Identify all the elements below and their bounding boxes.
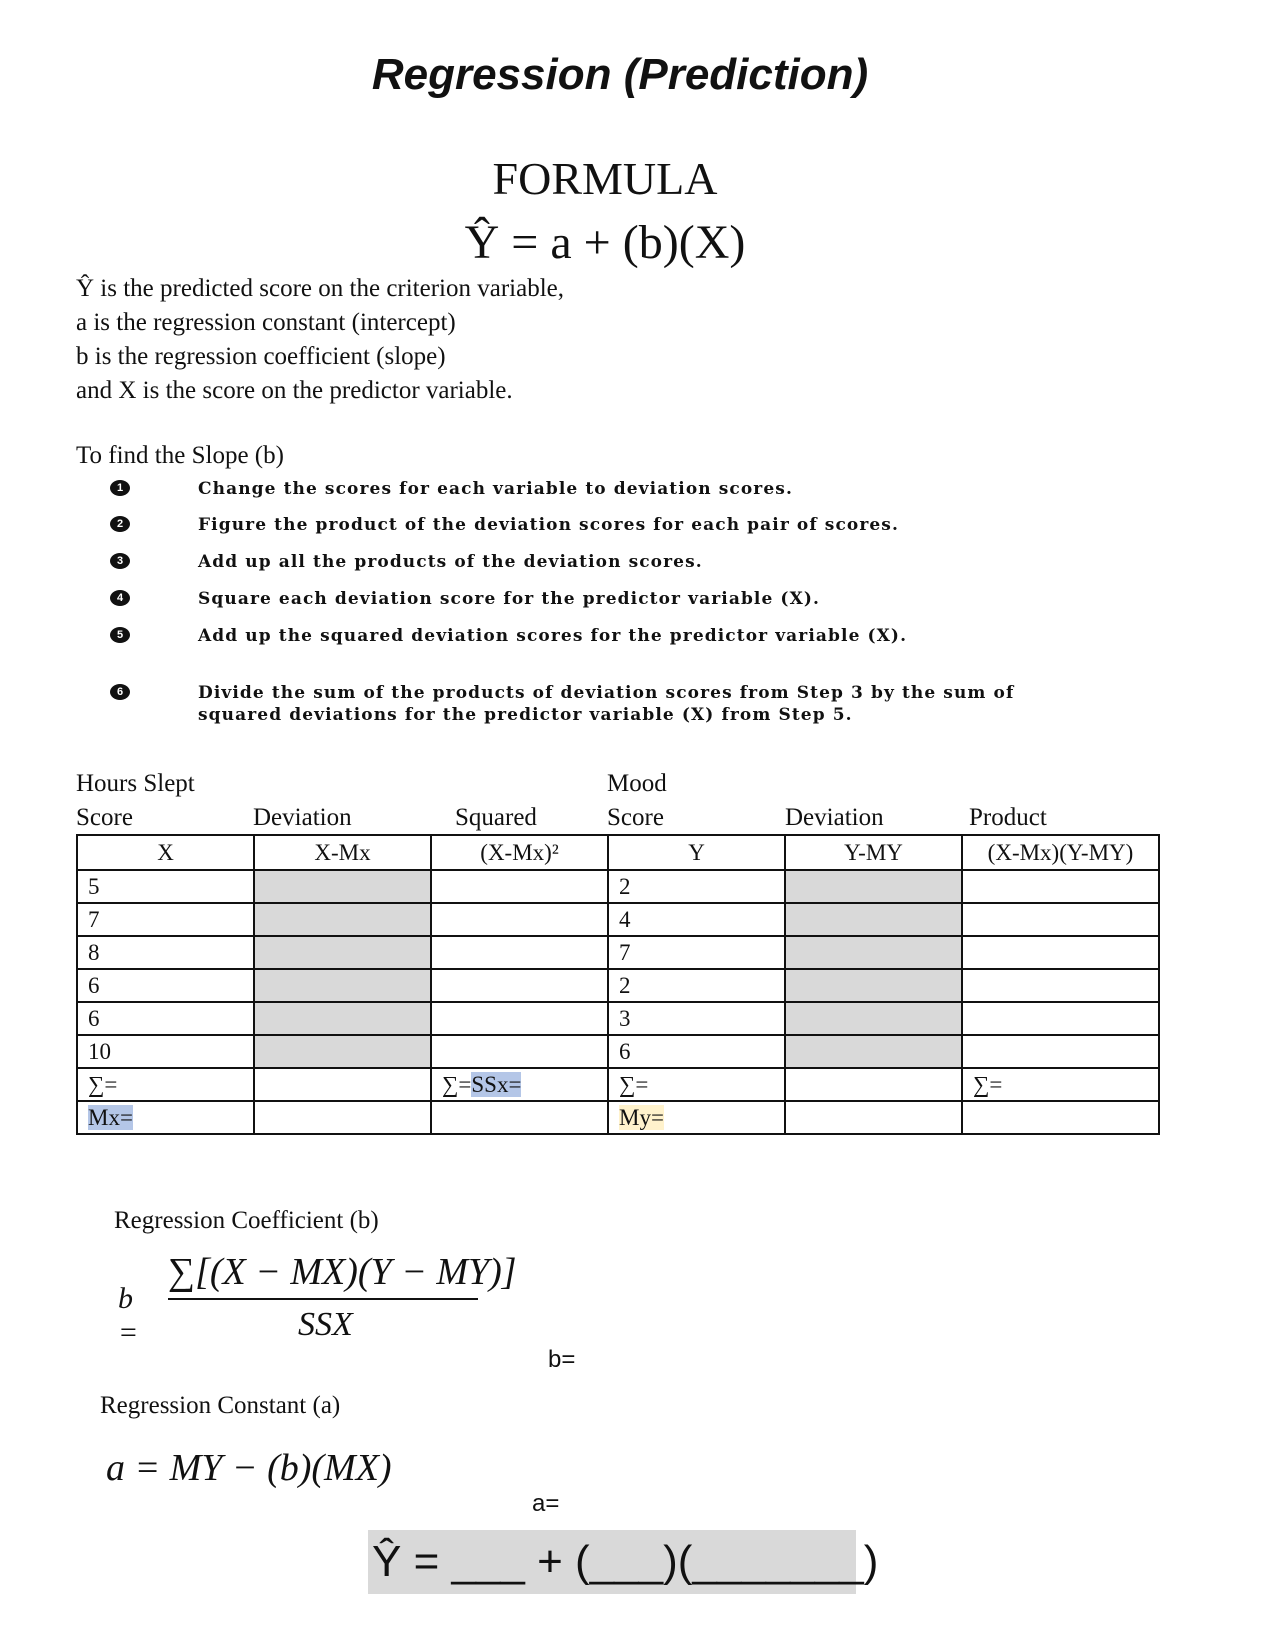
x-cell: 10 — [77, 1035, 254, 1068]
step-text: Divide the sum of the products of deviation scores from Step 3 by the sum of squared deviations for the predictor variable (X) from Step 5. — [198, 683, 1015, 725]
table-row — [77, 1002, 1159, 1035]
slope-heading: To find the Slope (b) — [76, 442, 284, 469]
ss-x-sum-symbol: ∑= — [442, 1071, 472, 1097]
y-cell: 2 — [608, 870, 785, 903]
slope-formula-denominator: SSX — [298, 1306, 353, 1343]
regression-worksheet-table — [76, 834, 1160, 1135]
x-mean-cell[interactable] — [77, 1101, 254, 1134]
y-deviation-cell[interactable] — [785, 1035, 962, 1068]
squared-cell[interactable] — [431, 903, 608, 936]
formula-heading: FORMULA — [492, 153, 718, 204]
table-row — [77, 969, 1159, 1002]
x-deviation-sum-cell[interactable] — [254, 1068, 431, 1101]
x-deviation-cell[interactable] — [254, 936, 431, 969]
x-mean-label: Mx= — [88, 1104, 133, 1130]
y-mean-label: My= — [619, 1104, 664, 1130]
y-deviation-cell[interactable] — [785, 1002, 962, 1035]
column-label-squared: Squared — [455, 804, 537, 831]
final-prediction-equation[interactable]: Ŷ = ___ + (___)(_______) — [368, 1530, 856, 1594]
y-cell: 2 — [608, 969, 785, 1002]
mean-empty-cell[interactable] — [785, 1101, 962, 1134]
product-cell[interactable] — [962, 1002, 1159, 1035]
intercept-formula: a = MY − (b)(MX) — [106, 1447, 392, 1489]
squared-cell[interactable] — [431, 936, 608, 969]
regression-constant-heading: Regression Constant (a) — [100, 1392, 341, 1419]
squared-cell[interactable] — [431, 969, 608, 1002]
step-text: Add up all the products of the deviation scores. — [198, 552, 703, 572]
slope-formula-numerator: ∑[(X − MX)(Y − MY)] — [168, 1251, 517, 1293]
group-label-hours-slept: Hours Slept — [76, 770, 195, 797]
product-cell[interactable] — [962, 969, 1159, 1002]
mean-empty-cell[interactable] — [962, 1101, 1159, 1134]
step-text: Change the scores for each variable to deviation scores. — [198, 479, 793, 499]
table-row — [77, 1035, 1159, 1068]
table-header-row — [77, 835, 1159, 870]
step-number-icon: 5 — [110, 627, 130, 643]
x-deviation-cell[interactable] — [254, 870, 431, 903]
product-cell[interactable] — [962, 903, 1159, 936]
product-cell[interactable] — [962, 936, 1159, 969]
column-label-x-deviation: Deviation — [253, 804, 352, 831]
definition-x: and X is the score on the predictor variable. — [76, 377, 513, 404]
x-sum-label: ∑= — [88, 1071, 118, 1097]
fraction-bar — [168, 1298, 478, 1300]
header-squared: (X-Mx)² — [431, 835, 608, 870]
column-label-x-score: Score — [76, 804, 133, 831]
x-cell: 6 — [77, 1002, 254, 1035]
definition-a: a is the regression constant (intercept) — [76, 309, 456, 336]
sum-row — [77, 1068, 1159, 1101]
slope-formula-lhs: b = — [118, 1282, 139, 1349]
column-label-y-deviation: Deviation — [785, 804, 884, 831]
y-deviation-cell[interactable] — [785, 936, 962, 969]
product-cell[interactable] — [962, 1035, 1159, 1068]
header-x-deviation: X-Mx — [254, 835, 431, 870]
slope-answer-field[interactable]: b= — [548, 1346, 576, 1373]
column-label-product: Product — [969, 804, 1047, 831]
step-number-icon: 6 — [110, 684, 130, 700]
table-row — [77, 903, 1159, 936]
x-cell: 7 — [77, 903, 254, 936]
x-deviation-cell[interactable] — [254, 1035, 431, 1068]
mean-empty-cell[interactable] — [431, 1101, 608, 1134]
x-cell: 5 — [77, 870, 254, 903]
step-text: Square each deviation score for the predictor variable (X). — [198, 589, 821, 609]
step-text: Figure the product of the deviation scores for each pair of scores. — [198, 515, 899, 535]
step-number-icon: 4 — [110, 590, 130, 606]
y-mean-cell[interactable] — [608, 1101, 785, 1134]
x-deviation-cell[interactable] — [254, 903, 431, 936]
y-deviation-cell[interactable] — [785, 903, 962, 936]
y-cell: 3 — [608, 1002, 785, 1035]
x-deviation-cell[interactable] — [254, 1002, 431, 1035]
step-number-icon: 2 — [110, 516, 130, 532]
y-cell: 7 — [608, 936, 785, 969]
column-label-y-score: Score — [607, 804, 664, 831]
ss-x-cell[interactable] — [431, 1068, 608, 1101]
group-label-mood: Mood — [607, 770, 667, 797]
header-x: X — [77, 835, 254, 870]
intercept-answer-field[interactable]: a= — [532, 1490, 560, 1517]
definition-y-hat: Ŷ is the predicted score on the criterion variable, — [76, 275, 565, 302]
x-cell: 6 — [77, 969, 254, 1002]
squared-cell[interactable] — [431, 1002, 608, 1035]
y-deviation-cell[interactable] — [785, 969, 962, 1002]
y-deviation-sum-cell[interactable] — [785, 1068, 962, 1101]
y-cell: 6 — [608, 1035, 785, 1068]
ss-x-label: SSx= — [471, 1071, 522, 1097]
x-cell: 8 — [77, 936, 254, 969]
table-row — [77, 870, 1159, 903]
y-sum-label: ∑= — [619, 1071, 649, 1097]
product-sum-label: ∑= — [973, 1071, 1003, 1097]
header-product: (X-Mx)(Y-MY) — [962, 835, 1159, 870]
x-sum-cell[interactable] — [77, 1068, 254, 1101]
mean-row — [77, 1101, 1159, 1134]
product-cell[interactable] — [962, 870, 1159, 903]
header-y-deviation: Y-MY — [785, 835, 962, 870]
definitions — [76, 272, 564, 408]
squared-cell[interactable] — [431, 870, 608, 903]
definition-b: b is the regression coefficient (slope) — [76, 343, 446, 370]
x-deviation-cell[interactable] — [254, 969, 431, 1002]
mean-empty-cell[interactable] — [254, 1101, 431, 1134]
page-title: Regression (Prediction) — [371, 50, 869, 99]
table-row — [77, 936, 1159, 969]
y-sum-cell[interactable] — [608, 1068, 785, 1101]
product-sum-cell[interactable] — [962, 1068, 1159, 1101]
regression-formula: Ŷ = a + (b)(X) — [464, 216, 746, 269]
header-y: Y — [608, 835, 785, 870]
squared-cell[interactable] — [431, 1035, 608, 1068]
step-text: Add up the squared deviation scores for the predictor variable (X). — [198, 626, 908, 646]
step-number-icon: 1 — [110, 480, 130, 496]
step-number-icon: 3 — [110, 553, 130, 569]
y-deviation-cell[interactable] — [785, 870, 962, 903]
regression-coefficient-heading: Regression Coefficient (b) — [114, 1207, 379, 1234]
y-cell: 4 — [608, 903, 785, 936]
